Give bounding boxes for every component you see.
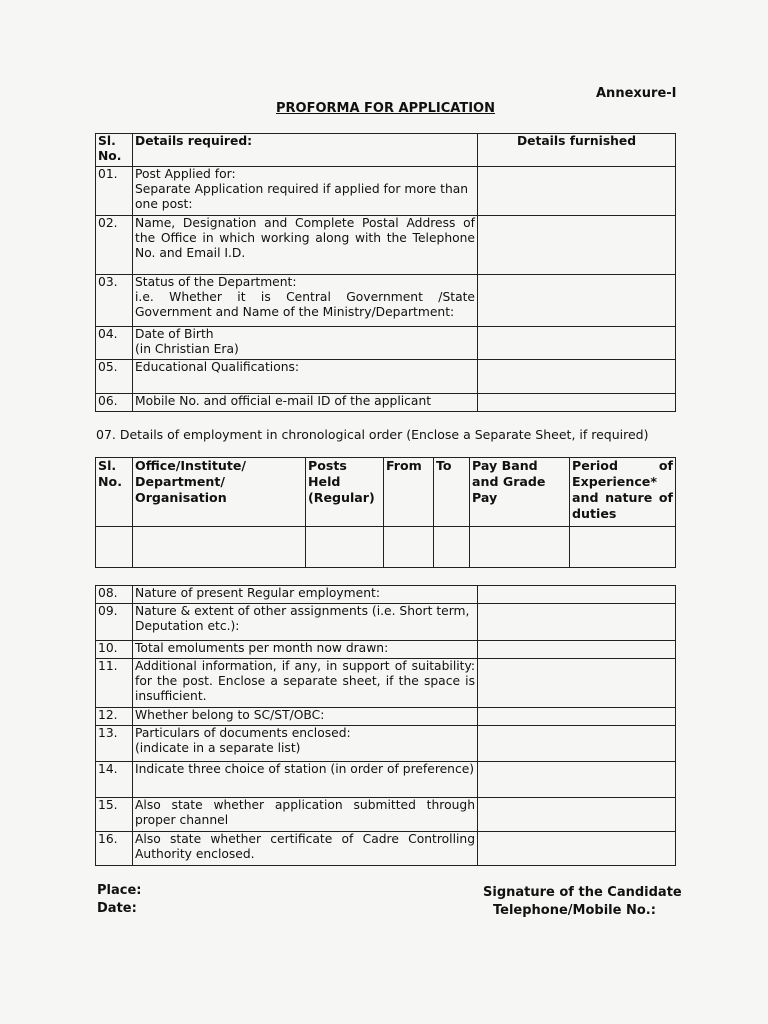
details-table bbox=[95, 133, 676, 412]
table-row bbox=[96, 604, 676, 641]
row-text: Particulars of documents enclosed: (indicate in a separate list) bbox=[133, 726, 478, 762]
answer-cell[interactable] bbox=[478, 586, 676, 604]
place-label: Place: bbox=[97, 883, 142, 898]
table-row bbox=[96, 798, 676, 832]
posts-held-cell[interactable] bbox=[306, 527, 384, 568]
answer-cell[interactable] bbox=[478, 394, 676, 412]
sl-no-header: Sl. No. bbox=[96, 458, 133, 527]
posts-held-header: Posts Held (Regular) bbox=[306, 458, 384, 527]
row-text: Also state whether certificate of Cadre Controlling Authority enclosed. bbox=[133, 832, 478, 866]
row-number: 13. bbox=[96, 726, 133, 762]
row-text: Nature of present Regular employment: bbox=[133, 586, 478, 604]
row-number: 06. bbox=[96, 394, 133, 412]
row-number: 09. bbox=[96, 604, 133, 641]
sl-no-cell[interactable] bbox=[96, 527, 133, 568]
table-header-row bbox=[96, 134, 676, 167]
date-label: Date: bbox=[97, 901, 137, 916]
answer-cell[interactable] bbox=[478, 360, 676, 394]
table-row bbox=[96, 832, 676, 866]
row-text: Also state whether application submitted through proper channel bbox=[133, 798, 478, 832]
row-text: Mobile No. and official e-mail ID of the applicant bbox=[133, 394, 478, 412]
answer-cell[interactable] bbox=[478, 216, 676, 275]
to-header: To bbox=[434, 458, 470, 527]
row-number: 03. bbox=[96, 275, 133, 327]
row-number: 01. bbox=[96, 167, 133, 216]
answer-cell[interactable] bbox=[478, 708, 676, 726]
answer-cell[interactable] bbox=[478, 798, 676, 832]
table-row bbox=[96, 394, 676, 412]
row-text: Total emoluments per month now drawn: bbox=[133, 641, 478, 659]
row-text: Status of the Department: i.e. Whether it is Central Government /State Government and Name of the Ministry/Department: bbox=[133, 275, 478, 327]
row-number: 08. bbox=[96, 586, 133, 604]
office-header: Office/Institute/ Department/ Organisation bbox=[133, 458, 306, 527]
row-number: 04. bbox=[96, 327, 133, 360]
answer-cell[interactable] bbox=[478, 167, 676, 216]
details-furnished-header: Details furnished bbox=[478, 134, 676, 167]
form-title: PROFORMA FOR APPLICATION bbox=[276, 101, 495, 116]
table-row bbox=[96, 641, 676, 659]
signature-label: Signature of the Candidate bbox=[483, 885, 682, 900]
signature-block bbox=[483, 884, 682, 920]
row-text: Name, Designation and Complete Postal Address of the Office in which working along with the Telephone No. and Email I.D. bbox=[133, 216, 478, 275]
row-number: 05. bbox=[96, 360, 133, 394]
employment-header-row bbox=[96, 458, 676, 527]
row-text: Whether belong to SC/ST/OBC: bbox=[133, 708, 478, 726]
employment-entry-row bbox=[96, 527, 676, 568]
row-text: Educational Qualifications: bbox=[133, 360, 478, 394]
row-text: Post Applied for: Separate Application required if applied for more than one post: bbox=[133, 167, 478, 216]
from-header: From bbox=[384, 458, 434, 527]
to-cell[interactable] bbox=[434, 527, 470, 568]
item-7-heading: 07. Details of employment in chronological order (Enclose a Separate Sheet, if required) bbox=[96, 427, 649, 442]
row-text: Additional information, if any, in support of suitability: for the post. Enclose a separate sheet, if the space is insufficient. bbox=[133, 659, 478, 708]
row-number: 10. bbox=[96, 641, 133, 659]
row-text: Date of Birth (in Christian Era) bbox=[133, 327, 478, 360]
additional-details-table bbox=[95, 585, 676, 866]
pay-band-cell[interactable] bbox=[470, 527, 570, 568]
annexure-label: Annexure-I bbox=[596, 86, 677, 101]
telephone-label: Telephone/Mobile No.: bbox=[493, 903, 656, 918]
row-text: Indicate three choice of station (in order of preference) bbox=[133, 762, 478, 798]
office-cell[interactable] bbox=[133, 527, 306, 568]
details-required-header: Details required: bbox=[133, 134, 478, 167]
row-number: 15. bbox=[96, 798, 133, 832]
answer-cell[interactable] bbox=[478, 327, 676, 360]
period-cell[interactable] bbox=[570, 527, 676, 568]
sl-no-header: Sl. No. bbox=[96, 134, 133, 167]
answer-cell[interactable] bbox=[478, 604, 676, 641]
period-header: Period of Experience* and nature of duties bbox=[570, 458, 676, 527]
answer-cell[interactable] bbox=[478, 832, 676, 866]
row-number: 02. bbox=[96, 216, 133, 275]
table-row bbox=[96, 708, 676, 726]
answer-cell[interactable] bbox=[478, 762, 676, 798]
answer-cell[interactable] bbox=[478, 641, 676, 659]
table-row bbox=[96, 216, 676, 275]
table-row bbox=[96, 659, 676, 708]
table-row bbox=[96, 586, 676, 604]
row-number: 12. bbox=[96, 708, 133, 726]
place-date-block bbox=[97, 882, 141, 918]
pay-band-header: Pay Band and Grade Pay bbox=[470, 458, 570, 527]
answer-cell[interactable] bbox=[478, 659, 676, 708]
table-row bbox=[96, 360, 676, 394]
from-cell[interactable] bbox=[384, 527, 434, 568]
answer-cell[interactable] bbox=[478, 726, 676, 762]
row-text: Nature & extent of other assignments (i.e. Short term, Deputation etc.): bbox=[133, 604, 478, 641]
table-row bbox=[96, 167, 676, 216]
row-number: 14. bbox=[96, 762, 133, 798]
table-row bbox=[96, 327, 676, 360]
row-number: 16. bbox=[96, 832, 133, 866]
row-number: 11. bbox=[96, 659, 133, 708]
table-row bbox=[96, 762, 676, 798]
answer-cell[interactable] bbox=[478, 275, 676, 327]
employment-table bbox=[95, 457, 676, 568]
table-row bbox=[96, 726, 676, 762]
table-row bbox=[96, 275, 676, 327]
